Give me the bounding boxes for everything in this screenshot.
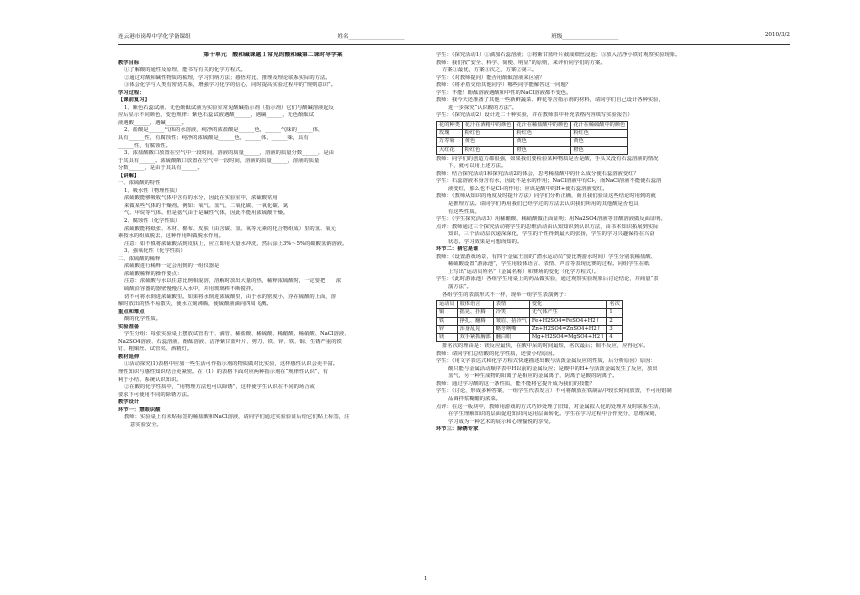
text-line: 二、浓硫酸的稀释: [118, 255, 161, 262]
table-cell: 肢体语言: [457, 301, 493, 309]
text-line: 状态，学习效果是可想而知的。: [448, 238, 523, 245]
table-cell: 镁: [437, 333, 458, 341]
text-line: 教师：我们按“安全、科学、简便、明显”的原则，来评价同学们的方案。: [436, 59, 606, 66]
text-line: Na2SO4溶液、石蕊溶液、酚酞溶液、洁净紫甘蓝叶片、剪刀、铁、锌、铁、铜、生锈严重的铁: [118, 338, 342, 345]
text-line: ①了解酸的通性及原理，能书写有关的化学方程式。: [124, 67, 246, 74]
table-cell: 名次: [607, 301, 622, 309]
header-class: 班级____________________: [551, 34, 619, 40]
text-line: 教师：实验桌上有未贴标签的稀盐酸和NaCl溶液，请同学们通过实验验证后给它们贴上标签，注: [124, 414, 350, 421]
text-line: 教师：（设置游戏场景，有四个金属王国的“潜水运动员”要比赛游水时间）学生分别装稀盐酸、: [436, 253, 656, 260]
text-line: 有这些性质。: [448, 208, 480, 215]
text-line: 理性知识与感性知识结合更紧密。在（1）的表格下面对应两种指示剂在“规律性认识”，有: [118, 368, 329, 375]
flower-indicator-table: [436, 121, 628, 155]
table-cell: 锌: [437, 325, 458, 333]
table-cell: 摇晃、扑腾: [457, 309, 493, 317]
text-line: 实验准备: [118, 323, 140, 330]
header-date: 2010/3/2: [764, 32, 790, 38]
table-cell: 略牙咧嘴: [493, 325, 529, 333]
right-text-b: [436, 156, 788, 299]
text-line: 点评：在这一板块中，教师用游戏的方式巧妙处理了旧知，对金属拟人化的处理并及时联系生活，: [436, 403, 664, 410]
text-line: 学生：（用文字表达式和化学方程式快速描述出酸与活泼金属反应的性质，后分析原因）原因：: [436, 358, 656, 365]
table-cell: Zn+H2SO4=ZnSO4+H2↑: [529, 325, 607, 333]
page-number: 1: [424, 576, 428, 582]
table-cell: 花汁在酒精中的颜色: [462, 121, 514, 129]
text-line: 教师：通过学习酸的这一条性质，能不能将它提升成为我们的技能？: [436, 380, 595, 387]
table-cell: 黄色: [571, 138, 628, 146]
text-line: 浓硫酸稀释的操作要点：: [124, 270, 183, 277]
table-cell: 花的种类: [437, 121, 463, 129]
text-line: 应后显示不同颜色，变色规律：紫色石蕊试液遇酸______，遇碱______，无色酚酞试: [118, 112, 314, 119]
table-cell: Fe+H2SO4=FeSO4+H2↑: [529, 317, 607, 325]
text-line: 学生：（讨论，形成多种答案，一组学生代表发言）不可将酸放在铁制品中较长时间放置，不可用铝制: [436, 388, 672, 395]
text-line: 注意：如不慎将浓硫酸沾到皮肤上，应立即用大量水冲洗，然后涂上3%～5%的碳酸氢钠溶液。: [124, 240, 348, 247]
table-cell: 运动员: [437, 301, 458, 309]
table-cell: 4: [607, 333, 622, 341]
text-line: 1、吸水性（物理性质）: [124, 187, 181, 194]
text-line: 2、盐酸是______气体的水溶液，纯净的浓盐酸是______色，______气味的______体，: [124, 127, 324, 134]
table-cell: 浑身乱晃: [457, 325, 493, 333]
text-line: 1、紫色石蕊试液、无色酚酞试液为实验室常见酸碱指示剂（指示剂）它们与酸碱溶液起反: [124, 104, 334, 111]
table-cell: 铁: [437, 317, 458, 325]
text-line: 来做某些气体的干燥剂。例如：氧气、氢气、二氧化碳、一氧化碳、氮: [124, 202, 289, 209]
text-line: 学生：（探究活动2）设计近二十种实验，并在教师表中补充表格内容填写实验报告）: [436, 112, 633, 119]
table-cell: 粉红色: [462, 146, 514, 154]
table-cell: 花汁在稀盐酸中的颜色: [514, 121, 571, 129]
text-line: 素按水的组成脱去，这种作用叫做脱水作用。: [118, 233, 224, 240]
text-line: 学生：（学生探究活动3）用稀醋酸、稀硝酸做正面证明；用Na2SO4溶液等非酸溶液做反面证明。: [436, 216, 666, 223]
table-cell: 2: [607, 317, 622, 325]
page-header: [118, 32, 790, 43]
text-line: 3、强氧化性（化学性质）: [124, 248, 186, 255]
table-cell: 变化: [529, 301, 607, 309]
text-line: 学生：（对教师提问）能否用酚酞溶液来区别？: [436, 74, 545, 81]
table-cell: 双手紧抓胸部: [457, 333, 493, 341]
text-line: 硫酸沿容器的器壁慢慢注入水中，并用玻璃棒不断搅拌。: [124, 285, 257, 292]
text-line: 学习过程：: [118, 89, 145, 96]
metal-race-table: [436, 300, 623, 342]
text-line: 品调拌浆糊醋的浓菜。: [448, 395, 501, 402]
text-line: 浓硫酸进行稀释一定会用到的一组仪器是: [124, 263, 220, 270]
header-name: 姓名____________________: [337, 34, 405, 40]
text-line: 酸的化学性质。: [124, 316, 162, 323]
table-cell: 皱眉、捂冷气: [493, 317, 529, 325]
text-line: 注意：浓硫酸与水以任意比例相混溶，溶解时放出大量的热，稀释浓硫酸时，一定要把 浓: [124, 278, 342, 285]
text-line: 重点和难点: [118, 308, 145, 315]
table-row: [437, 333, 623, 341]
text-line: 浓硫酸能将纸张、木材、棉布、皮肤（由含碳、氢、氧等元素的化合物组成）里的氢、氧元: [124, 225, 336, 232]
text-line: 钉、粗铜丝、试管夹、酒精灯。: [118, 346, 193, 353]
table-row: [437, 130, 628, 138]
text-line: 3、浓盐酸敞口放置在空气中一段时间，溶液的质量______，溶液的质量分数______，是由: [124, 150, 334, 157]
header-school: 连云港市岗埠中学化学备课组: [118, 34, 191, 40]
header-rule: [118, 44, 790, 45]
text-line: 气、甲烷等气体。但是氨气由于是碱性气体，因此不能用浓硫酸干燥。: [124, 210, 289, 217]
text-line: 环节三：除锈专家: [436, 426, 479, 433]
text-line: 浓硫酸能够吸收气体中含有的水分，因此在实验室中，浓硫酸常用: [124, 195, 278, 202]
table-row: [437, 317, 623, 325]
text-line: 氢气，另一种生成物的阳离子是相应的金属离子，阴离子是酸的阴离子。: [448, 373, 618, 380]
table-cell: 万寿菊: [437, 138, 463, 146]
text-line: 教学目标: [118, 59, 140, 66]
table-cell: 花汁在稀硫酸中的颜色: [571, 121, 628, 129]
table-cell: 橙色: [571, 146, 628, 154]
text-line: 点评：教师通过三个探究活动将学生的思维活动由认知知识到认识方法，由书本知识拓展到实际: [436, 223, 659, 230]
text-line: 教师：我今天还准备了其他一些新鲜蔬菜、鲜花等含指示剂的材料，请同学们自己设计各种实验，: [436, 97, 664, 104]
text-line: 学生：不能！酚酞溶液遇酸和中性的NaCl溶液都不变色。: [436, 89, 572, 96]
text-line: ③体会化学与人类有密切关系，增强学习化学的信心，同时提高实验过程中的“规则意识”。: [124, 82, 336, 89]
text-line: 教师：（将矛盾交给其他同学）哪些同学能解答这一问题？: [436, 82, 572, 89]
text-line: 稀硫酸设置“游泳池”，学生用肢体语言、表情、声音等表现比赛的过程。同组学生在纸: [448, 261, 650, 268]
text-line: 上写出“运动员姓名”（金属名称）和赛场的变化（化学方程式）。: [448, 268, 600, 275]
text-line: 教学设计: [118, 399, 140, 406]
text-line: 教师：结合探究活动1和探究活动2的体会，思考稀盐酸中的什么成分使石蕊溶液变红？: [436, 170, 639, 177]
text-line: 切不可将水倒进浓硫酸里。如果将水倒进浓硫酸里，由于水的密度小，浮在硫酸的上面，溶: [124, 293, 336, 300]
table-cell: 铜: [437, 309, 458, 317]
text-line: 教师：（教师从知识的角度及时提升方法）同学们分析正确，而且我们验证这些结论时用到的就: [436, 193, 656, 200]
text-line: ①活动探究(1)表格中应加一些生活可作指示剂的物质做对比实验，这样感性认识会更丰富。: [124, 361, 339, 368]
text-line: 学生分组：每张实验桌上摆放试管若干、滴管、稀盐酸、稀硫酸、稀醋酸、稀硝酸、NaCl溶液、: [124, 331, 350, 338]
text-line: 学生：（此时游泳池）各组学生用桌上的药品做实验，通过观察实验现象后讨论结论，并商量“表: [436, 276, 659, 283]
text-line: 液遇酸______，遇碱______。: [118, 119, 187, 126]
text-line: 进一步探究“认识酸的方法”。: [448, 104, 517, 111]
text-line: 教材延伸: [118, 353, 140, 360]
text-line: 方案①最优，方案③次之，方案②第三。: [442, 67, 538, 74]
text-line: 意实验安全。: [130, 421, 162, 428]
text-line: 第十单元 酸和碱课题１常见的酸和碱第二课时导学案: [203, 52, 343, 58]
text-line: 利于小结、系统认识知识。: [118, 376, 182, 383]
table-cell: 粉红色: [514, 130, 571, 138]
text-line: ②通过对酸和碱性物质的梳理，学习归纳方法；感悟对比、推理及理论联系实际的方法。: [124, 74, 331, 81]
text-line: 一、浓硫酸的特性: [118, 180, 161, 187]
table-cell: 冷笑: [493, 309, 529, 317]
text-line: 是推理方法。请同学们再用我们已经学过的方法去认识我们所用的其他酸是否也具: [448, 201, 639, 208]
table-cell: 表情: [493, 301, 529, 309]
table-cell: 挣扎、翻腾: [457, 317, 493, 325]
table-cell: 橙色: [514, 146, 571, 154]
text-line: 在学生理解知识的层面促进知识向运用层面转化。学生在学习过程中合作充分，思维深刻，: [448, 411, 660, 418]
table-row: [437, 325, 623, 333]
table-cell: 3: [607, 325, 622, 333]
table-row: [437, 309, 623, 317]
text-line: 学习成为一种艺术的展示和心理愉悦的享受。: [448, 418, 554, 425]
table-cell: 黄色: [514, 138, 571, 146]
table-cell: 大红花: [437, 146, 463, 154]
text-line: 教师：同学们的创造力都很强，如果我们要检验某种物质是否是酸，手头又没有石蕊溶液的情况: [436, 155, 659, 162]
right-text-c: [436, 343, 788, 434]
table-row: [437, 138, 628, 146]
text-line: 2、腐蚀性（化学性质）: [124, 218, 181, 225]
table-cell: 无气体产生: [529, 309, 607, 317]
table-row: [437, 121, 628, 129]
text-line: 分数______，是由于其具有______。: [118, 165, 203, 172]
table-cell: 玫瑰: [437, 130, 463, 138]
table-cell: Mg+H2SO4=MgSO4+H2↑: [529, 333, 607, 341]
text-line: 教师：请同学们总结酸的化学性质，还要小结原因。: [436, 350, 558, 357]
text-line: ______性，有腐蚀性。: [118, 142, 171, 149]
text-line: 知识，三个活动层次递深深化，学生的个性得到最大的张扬，学生的学习兴趣保持在兴奋: [448, 231, 655, 238]
table-cell: 黄色: [462, 138, 514, 146]
table-cell: 粉红色: [571, 130, 628, 138]
text-line: 学生：（探究活动1）①滴加石蕊溶液；②将紫甘蓝叶片截成细丝浸泡；③放入洁净小铁钉观察实验现象。: [436, 52, 681, 58]
text-line: 具有______性，有腐蚀性；纯净的浓硫酸是______色，______体，______味，具有: [118, 135, 309, 142]
table-row: [437, 146, 628, 154]
text-line: 要求下可使用不同的除锈方法。: [118, 391, 193, 398]
table-cell: 1: [607, 309, 622, 317]
table-row: [437, 301, 623, 309]
text-line: 【讲解】: [118, 172, 140, 179]
table-cell: 粉红色: [462, 130, 514, 138]
text-line: 环节一：慧眼识酸: [118, 406, 161, 413]
text-line: 学生：石蕊溶液本身含有水，因此不是水的作用；NaCl溶液中有Cl-，而NaCl溶液不能使石蕊溶: [436, 178, 662, 185]
right-column: [436, 52, 788, 434]
text-line: 解时放出的热不易散失，使水立刻沸腾，使硫酸液滴向四周飞溅。: [118, 301, 272, 308]
text-line: 排名次的理由是：镁反应最快，在酸中呆的时间最短，名次最后；铜不反应，应得冠军。: [442, 343, 649, 350]
text-line: 下，就可以用上述方法。: [448, 163, 507, 170]
table-cell: 翻白眼: [493, 333, 529, 341]
text-line: ②在酸的化学性质中，“用物理方法也可以除锈”，这样使学生认识在不同的场合或: [124, 384, 315, 391]
text-line: 演方法”。: [448, 284, 472, 291]
left-column: [118, 52, 428, 429]
text-line: 环节二：猜它是谁: [436, 246, 479, 253]
right-text-a: [436, 52, 788, 120]
text-line: 于其具有______。浓硫酸敞口放置在空气中一段时间，溶液的质量______，溶液的质量: [118, 157, 320, 164]
text-line: 酸只能与金属活动顺序表中H以前的金属反应；是酸中的H+与活泼金属发生了反应，放出: [448, 365, 658, 372]
text-line: 液变红，那么也不是Cl-的作用；应该是酸中的H+使石蕊溶液变红。: [448, 185, 608, 192]
text-line: 【课前复习】: [118, 97, 150, 104]
text-line: 各组学生的表演形式不一样，现举一组学生表演例子：: [442, 291, 570, 298]
